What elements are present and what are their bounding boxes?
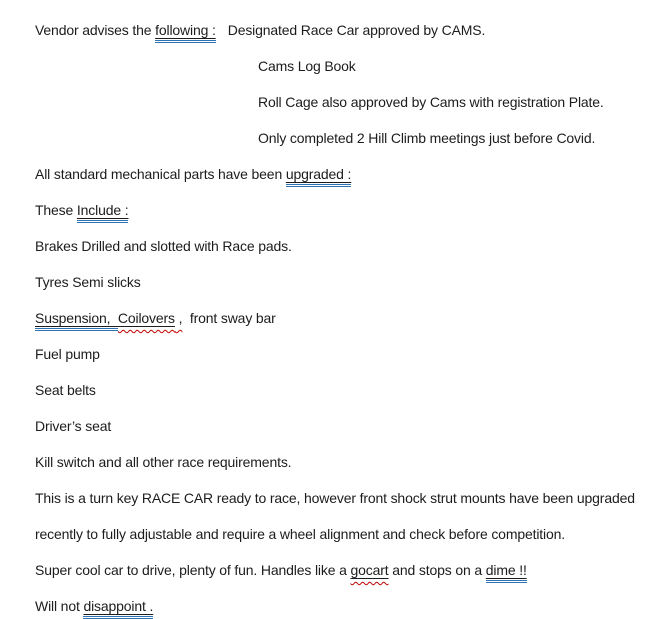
- super-cool-prefix-text: Super cool car to drive, plenty of fun. Handles like a: [35, 562, 351, 578]
- list-item-kill-switch: Kill switch and all other race requirements.: [35, 454, 292, 470]
- super-cool-mid-text: and stops on a: [388, 562, 486, 578]
- gocart-spellcheck-text: gocart: [350, 562, 389, 578]
- include-underlined-text: Include :: [77, 202, 129, 223]
- these-prefix-text: These: [35, 202, 77, 218]
- paragraph-super-cool: [35, 561, 643, 579]
- coilovers-underlined-text: [118, 310, 175, 326]
- turn-key-line1-text: This is a turn key RACE CAR ready to race, however front shock strut mounts have been upgraded: [35, 490, 635, 506]
- hill-climb-text: Only completed 2 Hill Climb meetings just before Covid.: [258, 130, 596, 146]
- gocart-underlined-text: [350, 562, 388, 578]
- paragraph-upgraded: [35, 165, 643, 183]
- list-item-drivers-seat: Driver’s seat: [35, 418, 112, 434]
- turn-key-line2-text: recently to fully adjustable and require a wheel alignment and check before competition.: [35, 526, 566, 542]
- list-item-seat-belts: Seat belts: [35, 382, 96, 398]
- paragraph-upgrade-list: [35, 237, 643, 471]
- vendor-prefix-text: Vendor advises the: [35, 22, 156, 38]
- list-item-fuel-pump: Fuel pump: [35, 346, 100, 362]
- list-item-tyres: Tyres Semi slicks: [35, 274, 141, 290]
- dime-underlined-text: dime !!: [486, 562, 527, 583]
- will-not-prefix-text: Will not: [35, 598, 84, 614]
- coilovers-spellcheck-text: Coilovers: [117, 310, 175, 326]
- paragraph-vendor-advises: [35, 21, 643, 39]
- coilovers-comma-text: ,: [174, 310, 183, 326]
- paragraph-roll-cage: [258, 93, 643, 111]
- list-item-brakes: Brakes Drilled and slotted with Race pads.: [35, 238, 292, 254]
- paragraph-these-include: [35, 201, 643, 219]
- following-underlined-text: following :: [155, 22, 216, 43]
- paragraph-cams-log-book: [258, 57, 643, 75]
- front-sway-bar-text: front sway bar: [182, 310, 276, 326]
- disappoint-underlined-text: disappoint .: [83, 598, 153, 619]
- cams-log-book-text: Cams Log Book: [258, 58, 356, 74]
- upgraded-underlined-text: upgraded :: [286, 166, 351, 187]
- upgraded-prefix-text: All standard mechanical parts have been: [35, 166, 286, 182]
- paragraph-will-not: [35, 597, 643, 615]
- suspension-underlined-text: Suspension,: [35, 310, 118, 331]
- paragraph-turn-key: [35, 489, 643, 543]
- paragraph-hill-climb: [258, 129, 643, 147]
- designated-race-car-text: Designated Race Car approved by CAMS.: [227, 22, 486, 38]
- roll-cage-text: Roll Cage also approved by Cams with registration Plate.: [258, 94, 604, 110]
